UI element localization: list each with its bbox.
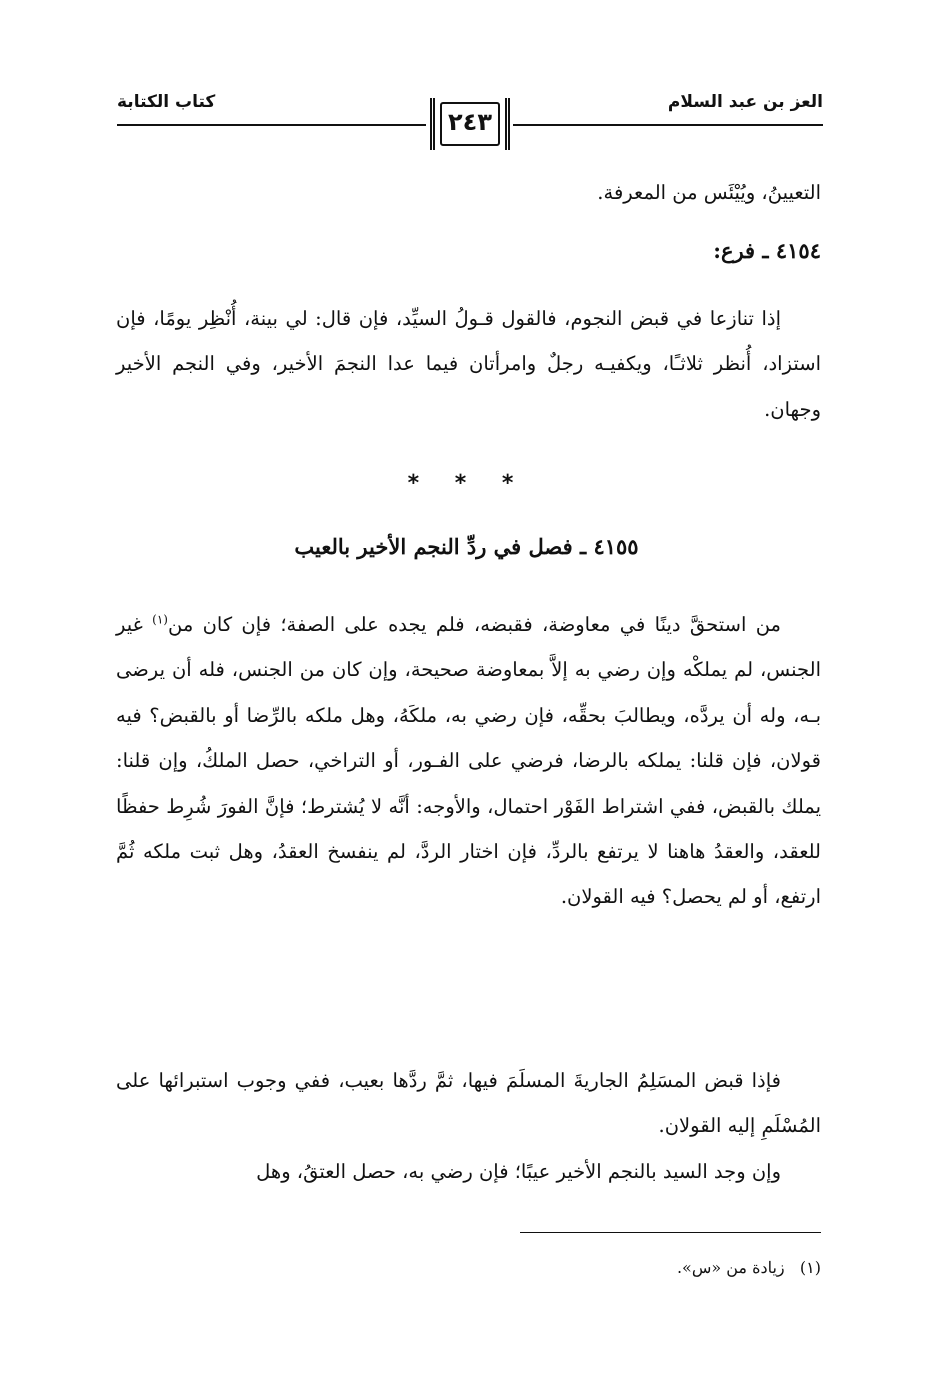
- paragraph-last-installment: وإن وجد السيد بالنجم الأخير عيبًا؛ فإن رضي به، حصل العتقُ، وهل: [256, 1160, 781, 1183]
- paragraph-dispute-installments: إذا تنازعا في قبض النجوم، فالقول قـولُ السيِّد، فإن قال: لي بينة، أُنْظِر يومًا، فإن استزاد، أُنظر ثلاثـًا، ويكفيـه رجلٌ وامرأتان فيما عدا النجمَ الأخير، وفي النجم الأخير وجهان.: [116, 307, 821, 421]
- paragraph-slave-girl: فإذا قبض المسَلِمُ الجاريةَ المسلَمَ فيها، ثمَّ ردَّها بعيب، ففي وجوب استبرائها على المُسْلَمِ إليه القولان.: [116, 1069, 821, 1138]
- footnote-reference-marker: (١): [152, 612, 168, 627]
- running-header-author: العز بن عبد السلام: [667, 92, 823, 112]
- running-header-book: كتاب الكتابة: [117, 92, 216, 112]
- page-number-frame: [430, 98, 510, 150]
- header-rule-left: [117, 124, 426, 126]
- section-heading-4155: ٤١٥٥ ـ فصل في ردِّ النجم الأخير بالعيب: [294, 534, 639, 559]
- header-rule-right: [513, 124, 823, 126]
- paragraph-defect-return-part2: غير الجنس، لم يملكْه وإن رضي به إلاَّ بمعاوضة صحيحة، وإن كان من الجنس، فله أن يرضى بـه، وله أن يردَّه، ويطالبَ بحقِّه، فإن رضي به، ملكَهُ، وهل ملكه بالرِّضا أو بالقبض؟ فيه قولان، فإن قلنا: يملكه بالرضا، فرضي على الفـور، أو التراخي، حصل الملكُ، وإن قلنا: يملك بالقبض، ففي اشتراط الفَوْر احتمال، والأوجه: أنَّه لا يُشترط؛ فإنَّ الفورَ شُرِط حفظًا للعقد، والعقدُ هاهنا لا يرتفع بالردِّ، فإن اختار الردَّ، لم ينفسخ العقدُ، وهل ثبت ملكه ثُمَّ ارتفع، أو لم يحصل؟ فيه القولان.: [116, 613, 821, 909]
- section-heading-4154: ٤١٥٤ ـ فرع:: [713, 238, 821, 263]
- footnote-marker: (١): [799, 1258, 821, 1277]
- paragraph-defect-return-part1: من استحقَّ دينًا في معاوضة، فقبضه، فلم يجده على الصفة؛ فإن كان من: [167, 613, 781, 636]
- footnote: [677, 1258, 821, 1277]
- paragraph-continuation: التعيينُ، ويُيْئَس من المعرفة.: [597, 181, 821, 204]
- footnote-rule: [520, 1232, 821, 1233]
- footnote-text: زيادة من «س».: [676, 1258, 785, 1277]
- section-separator-stars: * * *: [407, 471, 528, 496]
- page-number: ٢٤٣: [448, 108, 492, 136]
- paragraph-defect-return: [116, 602, 821, 920]
